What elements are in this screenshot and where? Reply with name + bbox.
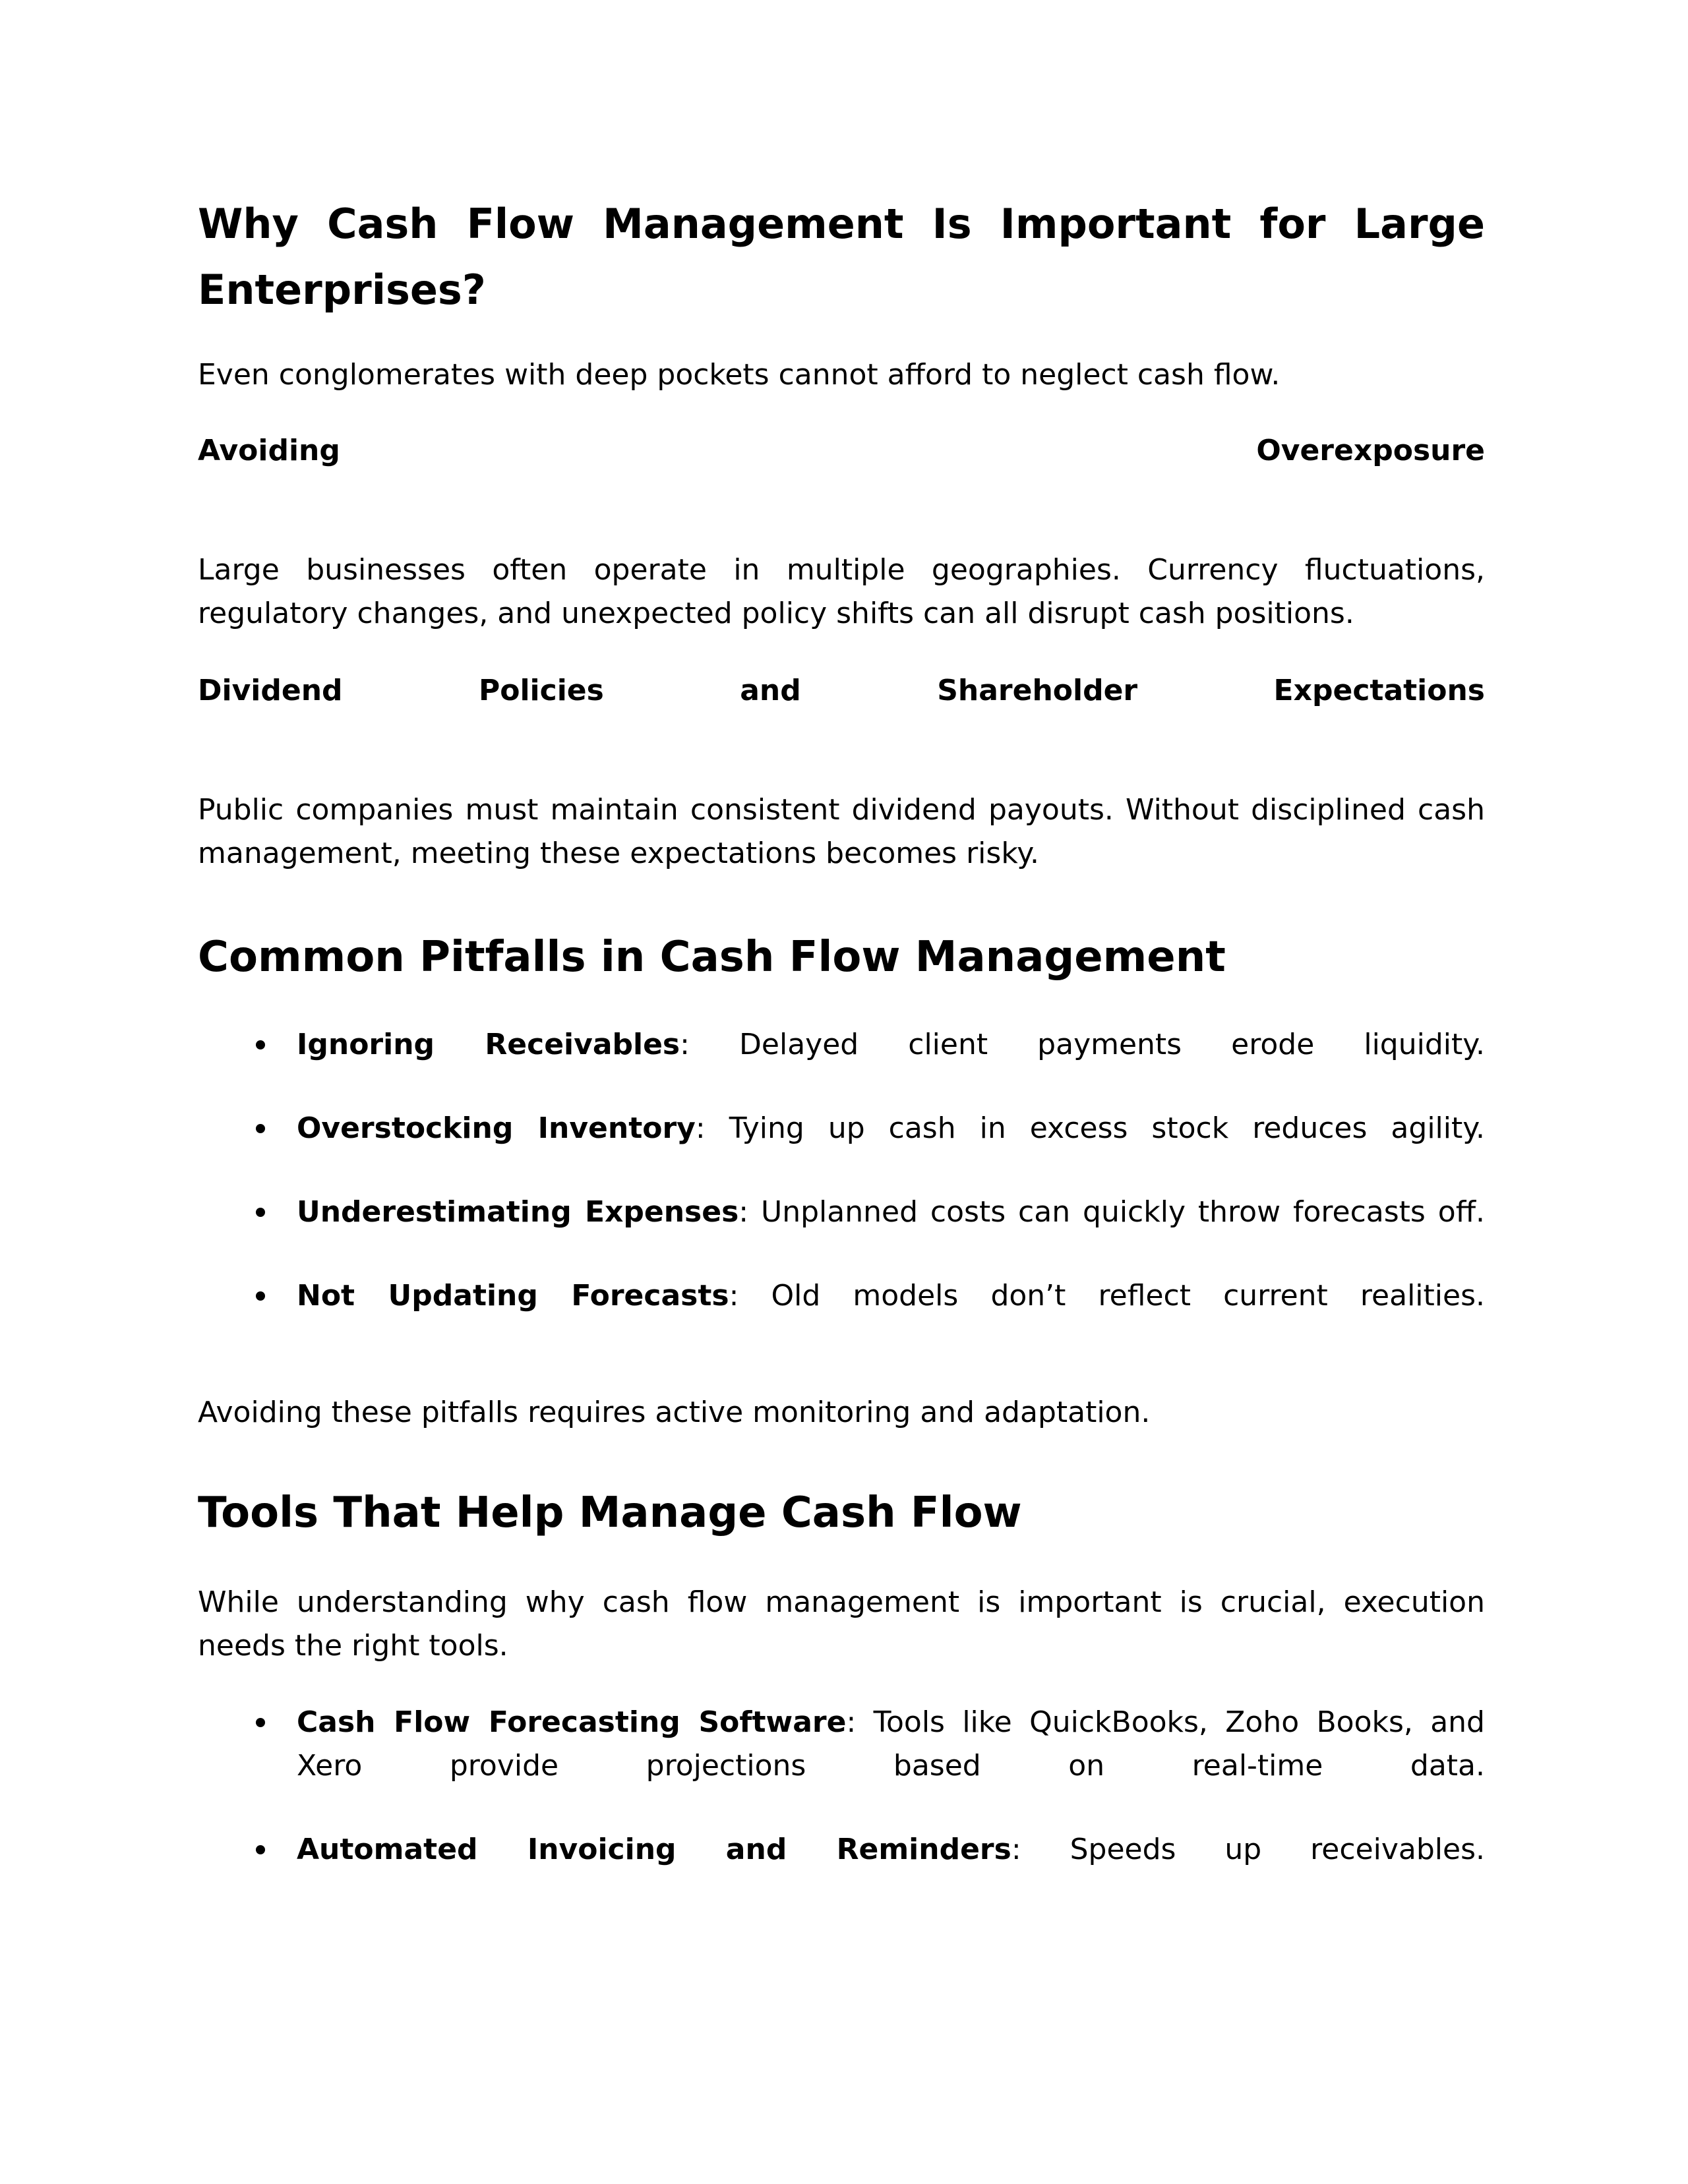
subsection-title-overexposure: Avoiding Overexposure xyxy=(198,434,1485,467)
list-item-desc: : Tying up cash in excess stock reduces agility. xyxy=(695,1111,1485,1145)
list-item-term: Cash Flow Forecasting Software xyxy=(297,1705,847,1739)
list-item xyxy=(247,1107,1485,1150)
list-item xyxy=(247,1828,1485,1872)
intro-paragraph: Even conglomerates with deep pockets cannot afford to neglect cash flow. xyxy=(198,358,1281,392)
bullet-icon xyxy=(247,1107,274,1150)
list-item-desc: : Old models don’t reflect current realities. xyxy=(729,1279,1485,1313)
list-item-term: Automated Invoicing and Reminders xyxy=(297,1833,1011,1866)
list-item xyxy=(247,1191,1485,1234)
bullet-icon xyxy=(247,1274,274,1318)
list-item xyxy=(247,1274,1485,1318)
subsection-body-dividend: Public companies must maintain consistent dividend payouts. Without disciplined cash management, meeting these expectations becomes risky. xyxy=(198,793,1485,870)
tools-intro: While understanding why cash flow management is important is crucial, execution needs the right tools. xyxy=(198,1585,1485,1663)
pitfalls-closing: Avoiding these pitfalls requires active monitoring and adaptation. xyxy=(198,1396,1151,1429)
subsection-body-overexposure: Large businesses often operate in multiple geographies. Currency fluctuations, regulatory changes, and unexpected policy shifts can all disrupt cash positions. xyxy=(198,553,1485,630)
bullet-icon xyxy=(247,1828,274,1872)
list-item-term: Not Updating Forecasts xyxy=(297,1279,729,1313)
list-item-term: Overstocking Inventory xyxy=(297,1111,696,1145)
list-item-term: Ignoring Receivables xyxy=(297,1028,680,1061)
list-item xyxy=(247,1023,1485,1067)
bullet-icon xyxy=(247,1701,274,1744)
bullet-icon xyxy=(247,1191,274,1234)
section-heading-pitfalls: Common Pitfalls in Cash Flow Management xyxy=(198,933,1226,982)
bullet-icon xyxy=(247,1023,274,1067)
subsection-title-dividend: Dividend Policies and Shareholder Expectations xyxy=(198,674,1485,707)
list-item-desc: : Tools like QuickBooks, Zoho Books, and Xero provide projections based on real-time data. xyxy=(297,1705,1485,1783)
section-heading-tools: Tools That Help Manage Cash Flow xyxy=(198,1489,1022,1537)
list-item-desc: : Delayed client payments erode liquidity. xyxy=(680,1028,1485,1061)
list-item xyxy=(247,1701,1485,1788)
list-item-term: Underestimating Expenses xyxy=(297,1195,739,1229)
page-title: Why Cash Flow Management Is Important for Large Enterprises? xyxy=(198,200,1485,314)
list-item-desc: : Speeds up receivables. xyxy=(1011,1833,1485,1866)
list-item-desc: : Unplanned costs can quickly throw forecasts off. xyxy=(738,1195,1485,1229)
